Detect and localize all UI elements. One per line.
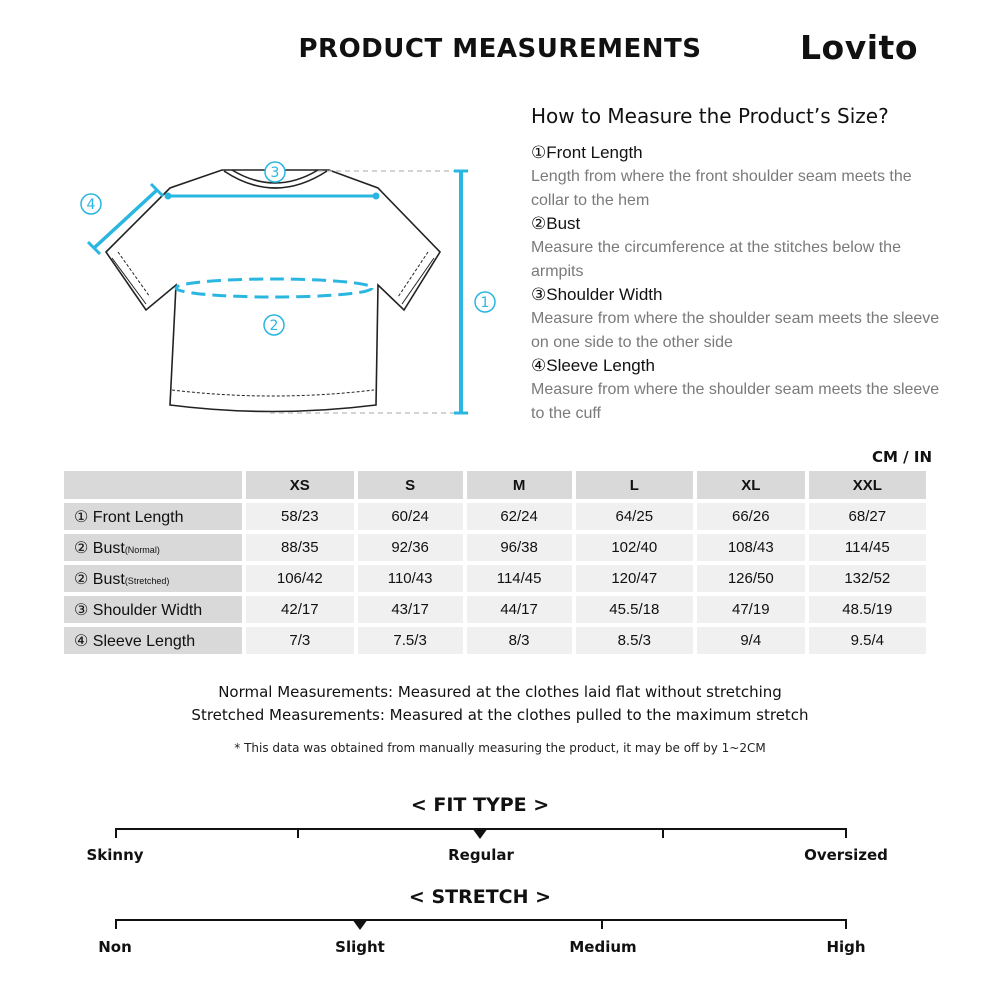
page-title: PRODUCT MEASUREMENTS: [298, 34, 702, 64]
stretch-selected-marker: [352, 919, 368, 931]
table-cell: 62/24: [467, 503, 572, 530]
guide-title: How to Measure the Product’s Size?: [531, 104, 889, 128]
stretch-label-medium: Medium: [569, 938, 637, 956]
table-cell: 60/24: [358, 503, 463, 530]
header-corner: [64, 471, 242, 499]
marker-1-front-length: 1: [480, 295, 490, 311]
table-cell: 9/4: [697, 627, 805, 654]
stretch-label-high: High: [826, 938, 866, 956]
tshirt-outline: [106, 170, 440, 412]
stretch-scale-tick: [601, 919, 603, 929]
marker-4-sleeve: 4: [86, 197, 96, 213]
fit-label-regular: Regular: [448, 846, 514, 864]
guide-item-front-length: [531, 141, 951, 212]
row-label-text: ③ Shoulder Width: [74, 601, 203, 619]
fit-scale-tick: [297, 828, 299, 838]
row-label-text: ④ Sleeve Length: [74, 632, 196, 650]
guide-item-desc: Measure the circumference at the stitches below the armpits: [531, 239, 901, 280]
stretch-scale-tick: [115, 919, 117, 929]
fit-scale-tick: [845, 828, 847, 838]
tshirt-diagram: [60, 150, 520, 430]
table-cell: 102/40: [576, 534, 693, 561]
size-header: XS: [246, 471, 354, 499]
table-cell: 114/45: [467, 565, 572, 592]
note-normal: Normal Measurements: Measured at the clothes laid flat without stretching: [218, 683, 782, 701]
note-stretched: Stretched Measurements: Measured at the clothes pulled to the maximum stretch: [191, 706, 809, 724]
table-cell: 47/19: [697, 596, 805, 623]
guide-item-head: ①Front Length: [531, 143, 643, 162]
measurement-notes: [0, 681, 1000, 727]
guide-item-head: ③Shoulder Width: [531, 285, 663, 304]
stretch-scale-line: [115, 919, 847, 921]
table-cell: 120/47: [576, 565, 693, 592]
fit-scale-tick: [115, 828, 117, 838]
row-label: [64, 596, 242, 623]
table-cell: 48.5/19: [809, 596, 926, 623]
stretch-title: < STRETCH >: [408, 886, 552, 908]
table-cell: 110/43: [358, 565, 463, 592]
table-cell: 106/42: [246, 565, 354, 592]
table-cell: 114/45: [809, 534, 926, 561]
row-label: [64, 503, 242, 530]
table-cell: 108/43: [697, 534, 805, 561]
guide-item-shoulder-width: [531, 283, 951, 354]
table-cell: 66/26: [697, 503, 805, 530]
row-label-text: ② Bust: [74, 570, 125, 588]
stretch-scale-tick: [845, 919, 847, 929]
size-header: L: [576, 471, 693, 499]
table-cell: 9.5/4: [809, 627, 926, 654]
stretch-label-slight: Slight: [335, 938, 385, 956]
size-header: M: [467, 471, 572, 499]
guide-item-desc: Measure from where the shoulder seam meets the sleeve on one side to the other side: [531, 310, 940, 351]
marker-3-shoulder: 3: [270, 165, 280, 181]
table-cell: 96/38: [467, 534, 572, 561]
brand-logo: Lovito: [800, 28, 918, 67]
size-header: XL: [697, 471, 805, 499]
table-cell: 64/25: [576, 503, 693, 530]
table-row: [64, 503, 926, 530]
row-label: [64, 627, 242, 654]
table-cell: 42/17: [246, 596, 354, 623]
table-cell: 92/36: [358, 534, 463, 561]
fit-selected-marker: [472, 828, 488, 840]
row-label-text: ① Front Length: [74, 508, 184, 526]
guide-item-bust: [531, 212, 951, 283]
table-cell: 44/17: [467, 596, 572, 623]
table-row: [64, 565, 926, 592]
marker-2-bust: 2: [269, 318, 279, 334]
fit-label-skinny: Skinny: [86, 846, 144, 864]
disclaimer: * This data was obtained from manually measuring the product, it may be off by 1~2CM: [234, 741, 766, 755]
guide-item-desc: Length from where the front shoulder seam meets the collar to the hem: [531, 168, 912, 209]
table-cell: 68/27: [809, 503, 926, 530]
fit-type-title: < FIT TYPE >: [410, 794, 550, 816]
row-label-text: ② Bust: [74, 539, 125, 557]
row-label-sub: (Normal): [124, 544, 160, 555]
measure-guide: [531, 141, 951, 425]
table-cell: 7.5/3: [358, 627, 463, 654]
row-label: [64, 534, 242, 561]
table-row: [64, 627, 926, 654]
size-header-row: [64, 471, 926, 499]
table-row: [64, 596, 926, 623]
guide-item-sleeve-length: [531, 354, 951, 425]
table-cell: 132/52: [809, 565, 926, 592]
size-header: S: [358, 471, 463, 499]
unit-label: CM / IN: [872, 448, 932, 466]
table-cell: 126/50: [697, 565, 805, 592]
guide-item-desc: Measure from where the shoulder seam meets the sleeve to the cuff: [531, 381, 940, 422]
table-cell: 43/17: [358, 596, 463, 623]
guide-item-head: ④Sleeve Length: [531, 356, 655, 375]
size-header: XXL: [809, 471, 926, 499]
row-label: [64, 565, 242, 592]
table-cell: 88/35: [246, 534, 354, 561]
table-cell: 45.5/18: [576, 596, 693, 623]
fit-label-oversized: Oversized: [804, 846, 888, 864]
measure-front-length: [454, 171, 468, 413]
table-cell: 8/3: [467, 627, 572, 654]
fit-scale-tick: [662, 828, 664, 838]
table-cell: 58/23: [246, 503, 354, 530]
table-row: [64, 534, 926, 561]
size-table: [60, 467, 930, 658]
table-cell: 7/3: [246, 627, 354, 654]
row-label-sub: (Stretched): [124, 575, 170, 586]
table-cell: 8.5/3: [576, 627, 693, 654]
stretch-label-non: Non: [98, 938, 132, 956]
guide-item-head: ②Bust: [531, 214, 581, 233]
